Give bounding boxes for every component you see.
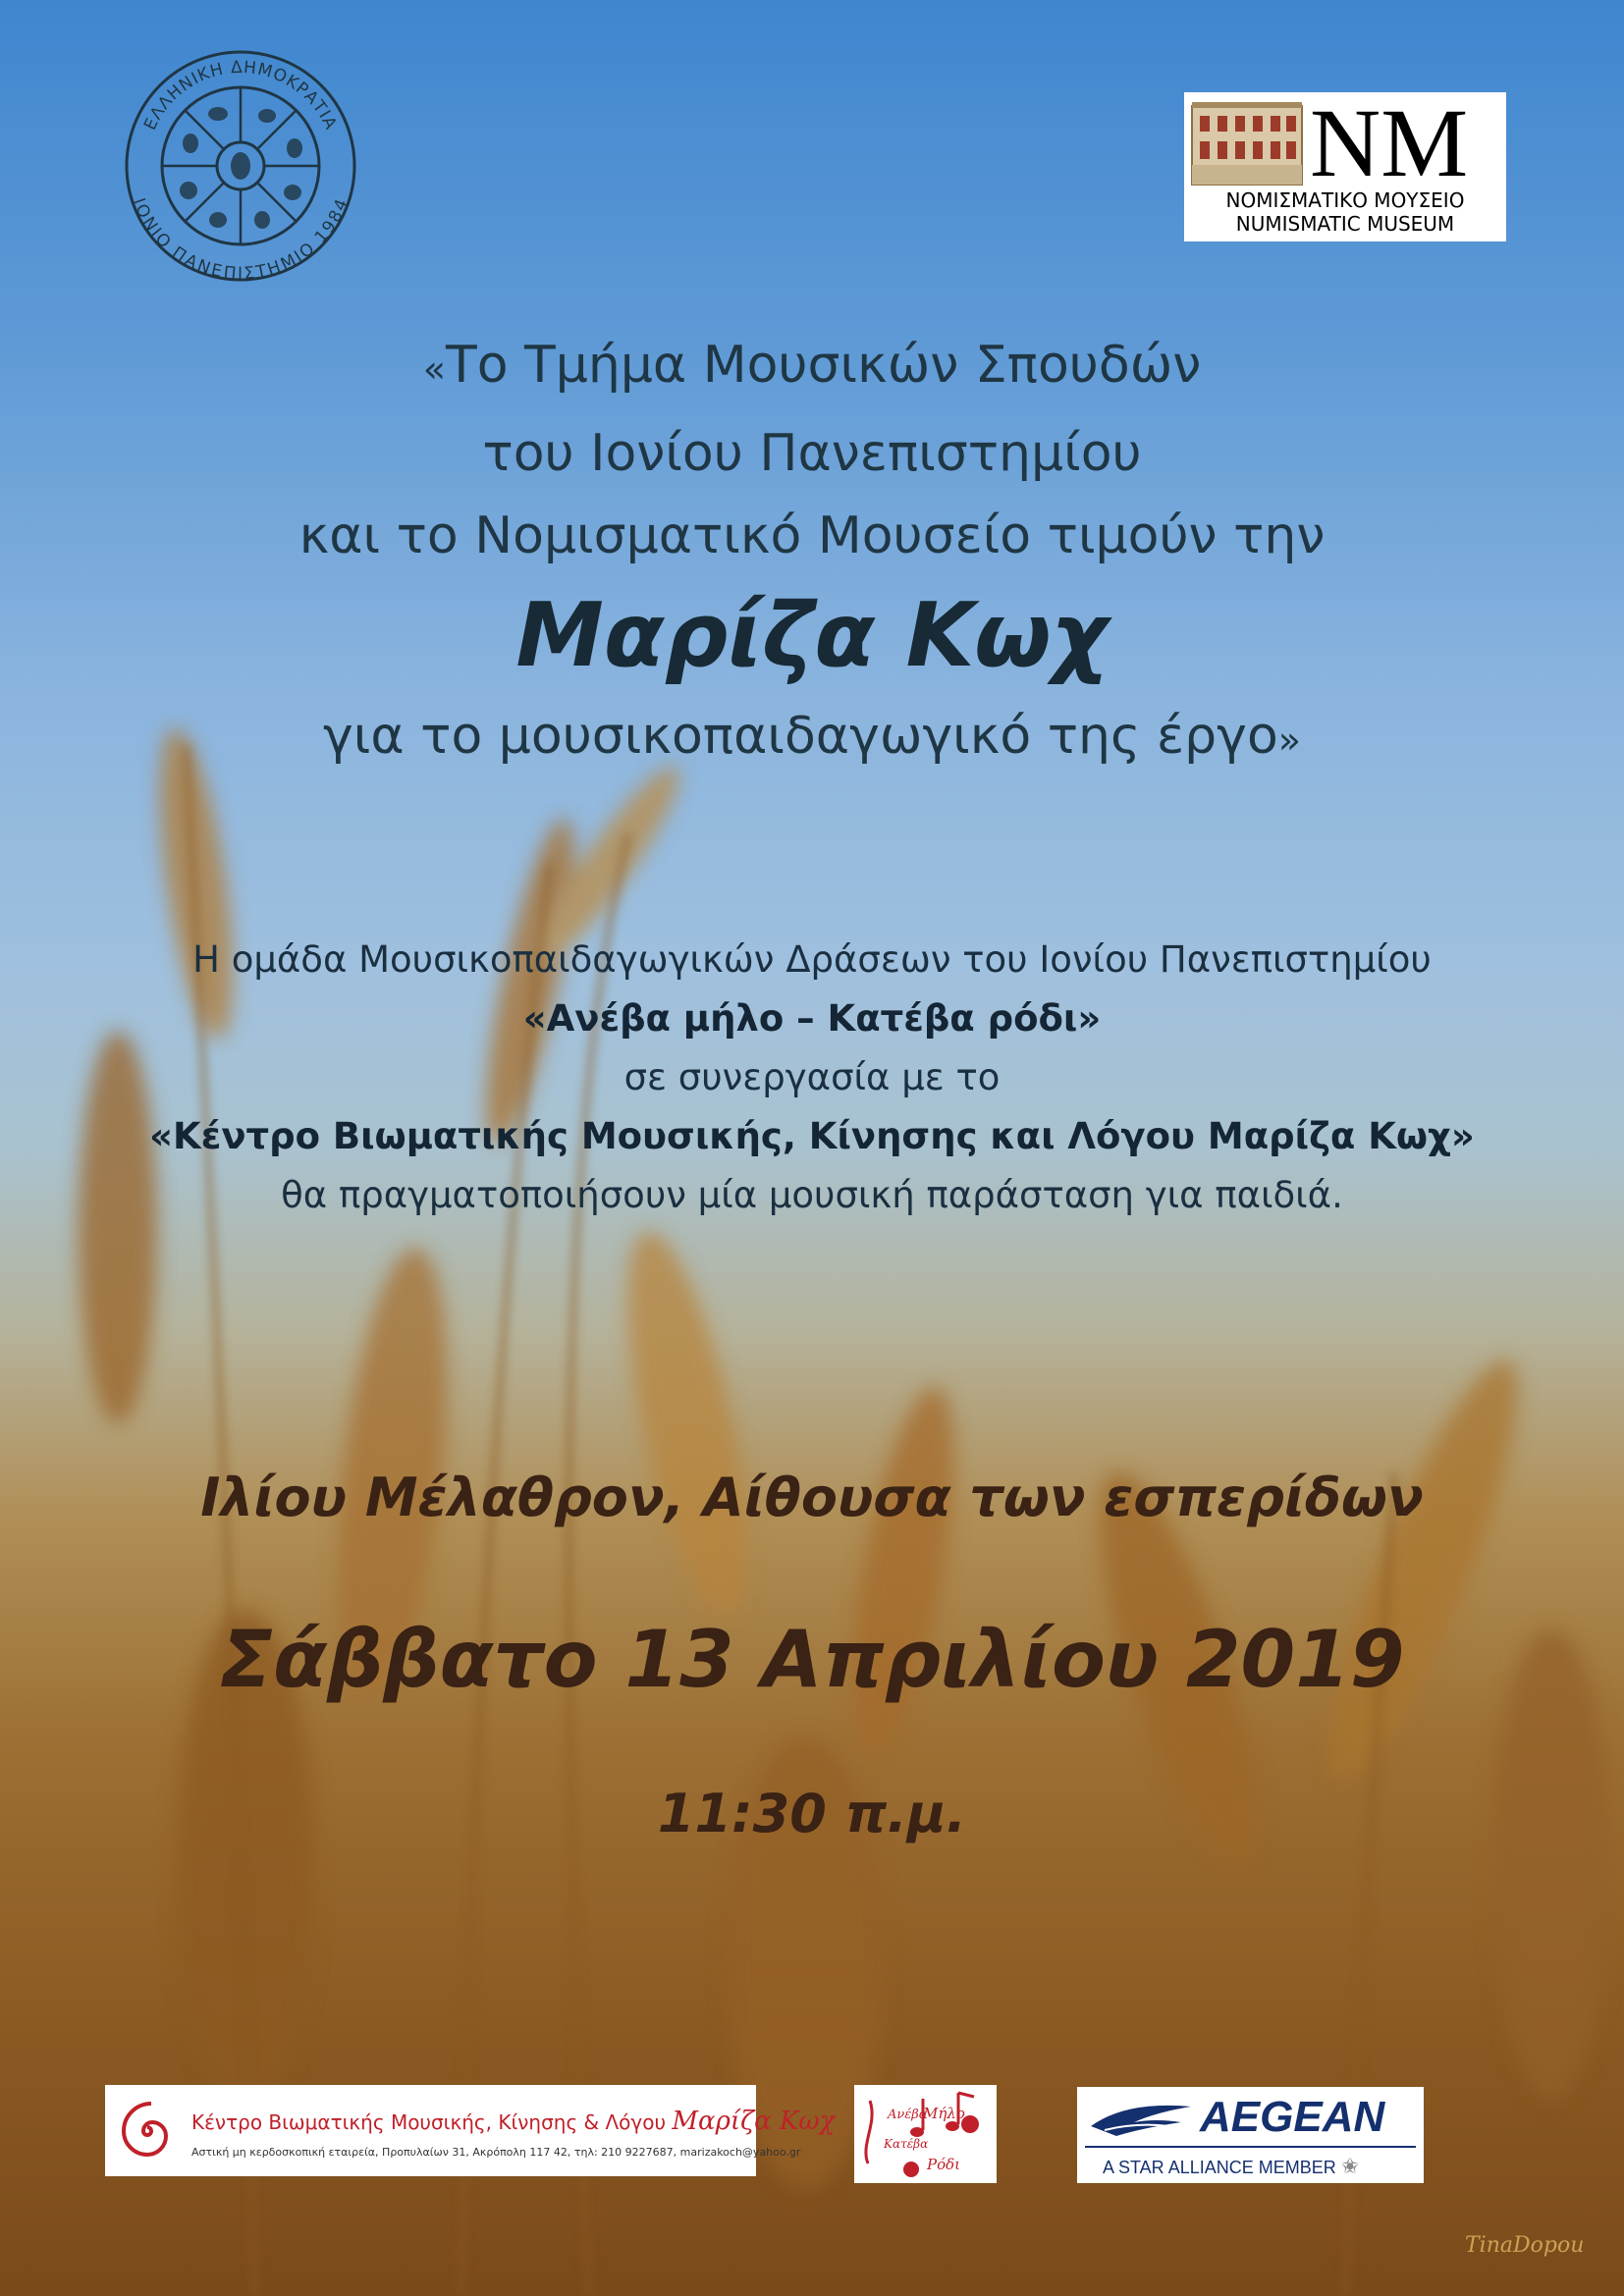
aneva-word-1: Ανέβα	[888, 2108, 928, 2122]
museum-name-greek: ΝΟΜΙΣΜΑΤΙΚΟ ΜΟΥΣΕΙΟ	[1225, 188, 1465, 212]
kentro-sponsor-logo	[105, 2085, 836, 2176]
aegean-airlines-logo	[1077, 2087, 1424, 2183]
aneva-milo-logo	[854, 2085, 997, 2183]
headline-text-1: Το Τμήμα Μουσικών Σπουδών	[445, 336, 1202, 395]
aneva-word-4: Ρόδι	[927, 2156, 961, 2173]
event-time: 11:30 π.μ.	[657, 1783, 967, 1844]
star-alliance-icon: ✬	[1340, 2154, 1360, 2178]
event-venue: Ιλίου Μέλαθρον, Αίθουσα των εσπερίδων	[200, 1467, 1424, 1528]
headline-line-3: και το Νομισματικό Μουσείο τιμούν την	[298, 507, 1326, 565]
numismatic-museum-logo	[1184, 88, 1506, 241]
description-line-3: σε συνεργασία με το	[623, 1056, 1001, 1098]
pomegranate-icon	[903, 2162, 919, 2177]
description-line-1: Η ομάδα Μουσικοπαιδαγωγικών Δράσεων του Ιονίου Πανεπιστημίου	[192, 938, 1432, 981]
aegean-member-text	[1103, 2154, 1359, 2179]
designer-signature: TinaDopou	[1465, 2233, 1585, 2258]
spiral-icon	[115, 2099, 180, 2163]
museum-name-english: NUMISMATIC MUSEUM	[1235, 212, 1455, 236]
description-line-5: θα πραγματοποιήσουν μία μουσική παράσταση για παιδιά.	[281, 1174, 1343, 1216]
open-quote: «	[422, 347, 446, 391]
description-group-name: «Ανέβα μήλο – Κατέβα ρόδι»	[522, 997, 1102, 1040]
headline-line-1	[0, 336, 1624, 395]
aegean-name: AEGEAN	[1200, 2093, 1385, 2141]
museum-building-icon	[1190, 100, 1304, 187]
aneva-word-2: Μήλο	[923, 2105, 965, 2122]
kentro-title	[191, 2107, 835, 2136]
close-quote: »	[1277, 719, 1302, 762]
headline-line-5	[0, 707, 1624, 766]
nm-letters: NM	[1310, 88, 1469, 197]
aegean-divider	[1085, 2146, 1416, 2148]
event-date: Σάββατο 13 Απριλίου 2019	[219, 1614, 1405, 1705]
svg-text:ΙΟΝΙΟ ΠΑΝΕΠΙΣΤΗΜΙΟ 1984: ΙΟΝΙΟ ΠΑΝΕΠΙΣΤΗΜΙΟ 1984	[128, 195, 353, 285]
aegean-bird-icon	[1087, 2097, 1195, 2142]
aneva-word-3: Κατέβα	[884, 2137, 929, 2151]
aegean-member-label: A STAR ALLIANCE MEMBER	[1103, 2158, 1336, 2177]
kentro-title-text: Κέντρο Βιωματικής Μουσικής, Κίνησης & Λόγου	[191, 2110, 667, 2134]
ionian-university-seal-logo	[120, 45, 361, 287]
kentro-script-name: Μαρίζα Κωχ	[672, 2107, 836, 2136]
honoree-name: Μαρίζα Κωχ	[515, 584, 1109, 687]
headline-line-2: του Ιονίου Πανεπιστημίου	[482, 424, 1142, 483]
description-partner-name: «Κέντρο Βιωματικής Μουσικής, Κίνησης και Λόγου Μαρίζα Κωχ»	[149, 1115, 1475, 1157]
kentro-subtitle: Αστική μη κερδοσκοπική εταιρεία, Προπυλαίων 31, Ακρόπολη 117 42, τηλ: 210 9227687, marizakoch@yahoo.gr	[191, 2146, 801, 2159]
headline-text-5: για το μουσικοπαιδαγωγικό της έργο	[322, 707, 1278, 766]
svg-text:ΕΛΛΗΝΙΚΗ ΔΗΜΟΚΡΑΤΙΑ: ΕΛΛΗΝΙΚΗ ΔΗΜΟΚΡΑΤΙΑ	[140, 57, 341, 133]
